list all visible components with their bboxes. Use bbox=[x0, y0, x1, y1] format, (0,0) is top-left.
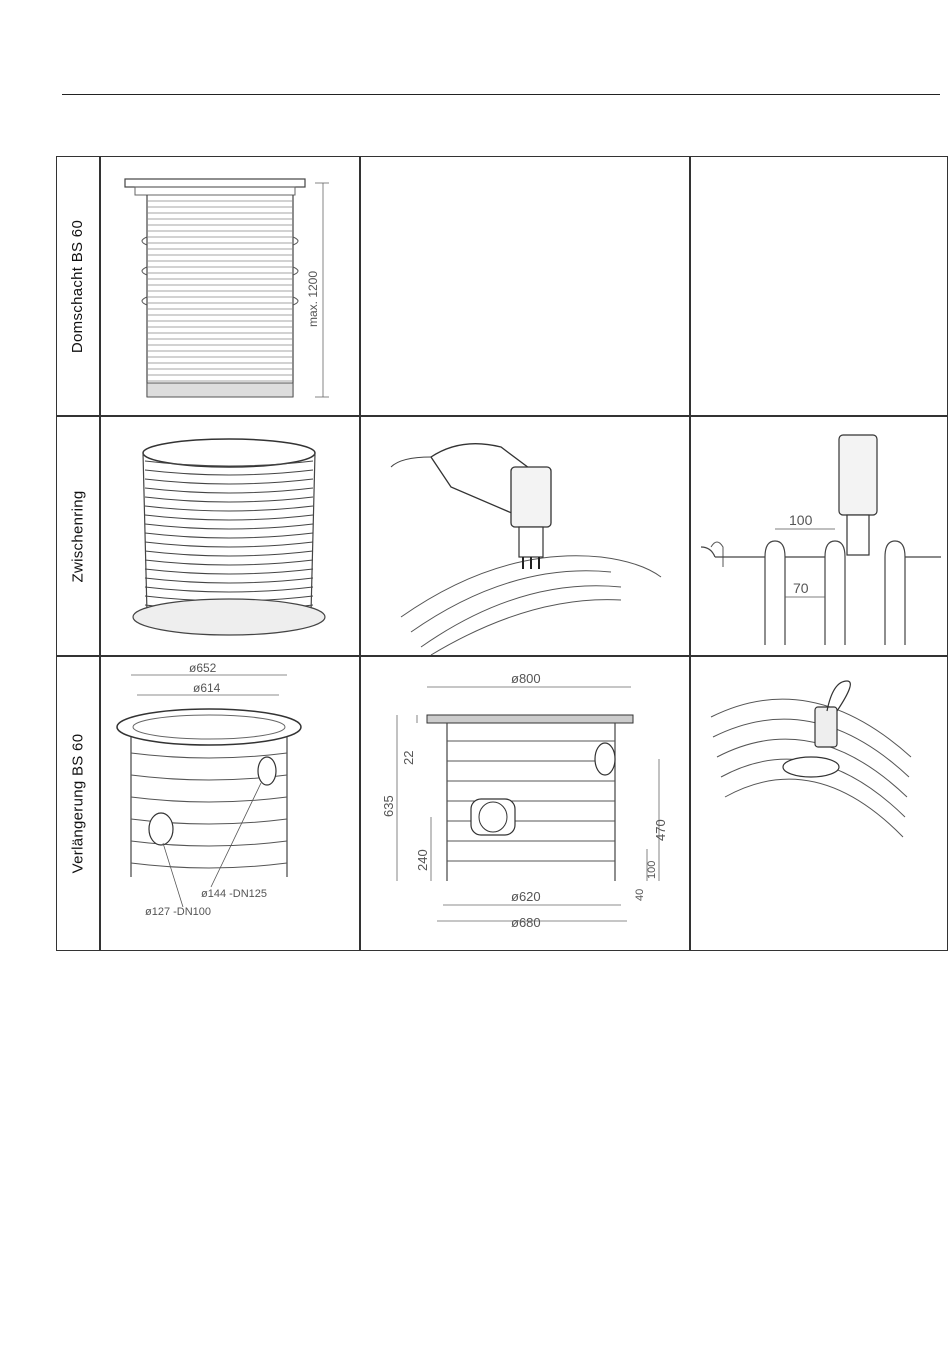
bottom-inner-label: ø620 bbox=[511, 889, 541, 904]
lip-height-label: 22 bbox=[401, 750, 416, 765]
verlaengerung-dimension-cell bbox=[360, 656, 690, 951]
jigsaw-cut-illustration-cell bbox=[360, 416, 690, 656]
header-rule bbox=[62, 94, 940, 95]
row-label-zwischenring: Zwischenring bbox=[56, 416, 100, 656]
component-table bbox=[56, 156, 948, 951]
zwischenring-drawing-cell bbox=[100, 416, 360, 656]
domschacht-height-label: max. 1200 bbox=[306, 270, 320, 327]
base-offset-label: 40 bbox=[634, 888, 646, 901]
total-height-label: 635 bbox=[381, 795, 396, 817]
empty-cell-2 bbox=[690, 156, 948, 416]
cut-dimension-drawing bbox=[691, 417, 947, 655]
ring-inner-label: ø614 bbox=[193, 681, 221, 695]
domschacht-drawing bbox=[101, 157, 359, 415]
port-low-height-label: 240 bbox=[415, 849, 430, 871]
installation-illustration-cell bbox=[690, 656, 948, 951]
zwischenring-drawing bbox=[101, 417, 359, 655]
port-small-label: ø127 -DN100 bbox=[145, 906, 212, 918]
domschacht-drawing-cell bbox=[100, 156, 360, 416]
port-high-height-label: 470 bbox=[653, 819, 668, 841]
cut-dimension-cell bbox=[690, 416, 948, 656]
port-large-label: ø144 -DN125 bbox=[201, 888, 268, 900]
row-label-verlaengerung: Verlängerung BS 60 bbox=[56, 656, 100, 951]
verlaengerung-ports-drawing bbox=[101, 657, 359, 950]
installation-illustration bbox=[691, 657, 947, 950]
verlaengerung-ports-cell bbox=[100, 656, 360, 951]
base-step-label: 100 bbox=[646, 860, 658, 879]
ring-outer-label: ø652 bbox=[189, 661, 217, 675]
jigsaw-cut-illustration bbox=[361, 417, 689, 655]
row-label-domschacht: Domschacht BS 60 bbox=[56, 156, 100, 416]
top-diameter-label: ø800 bbox=[511, 671, 541, 686]
verlaengerung-dimension-drawing bbox=[361, 657, 689, 950]
bottom-outer-label: ø680 bbox=[511, 915, 541, 930]
empty-cell-1 bbox=[360, 156, 690, 416]
cut-pitch-label: 100 bbox=[789, 512, 813, 528]
cut-width-label: 70 bbox=[793, 580, 809, 596]
